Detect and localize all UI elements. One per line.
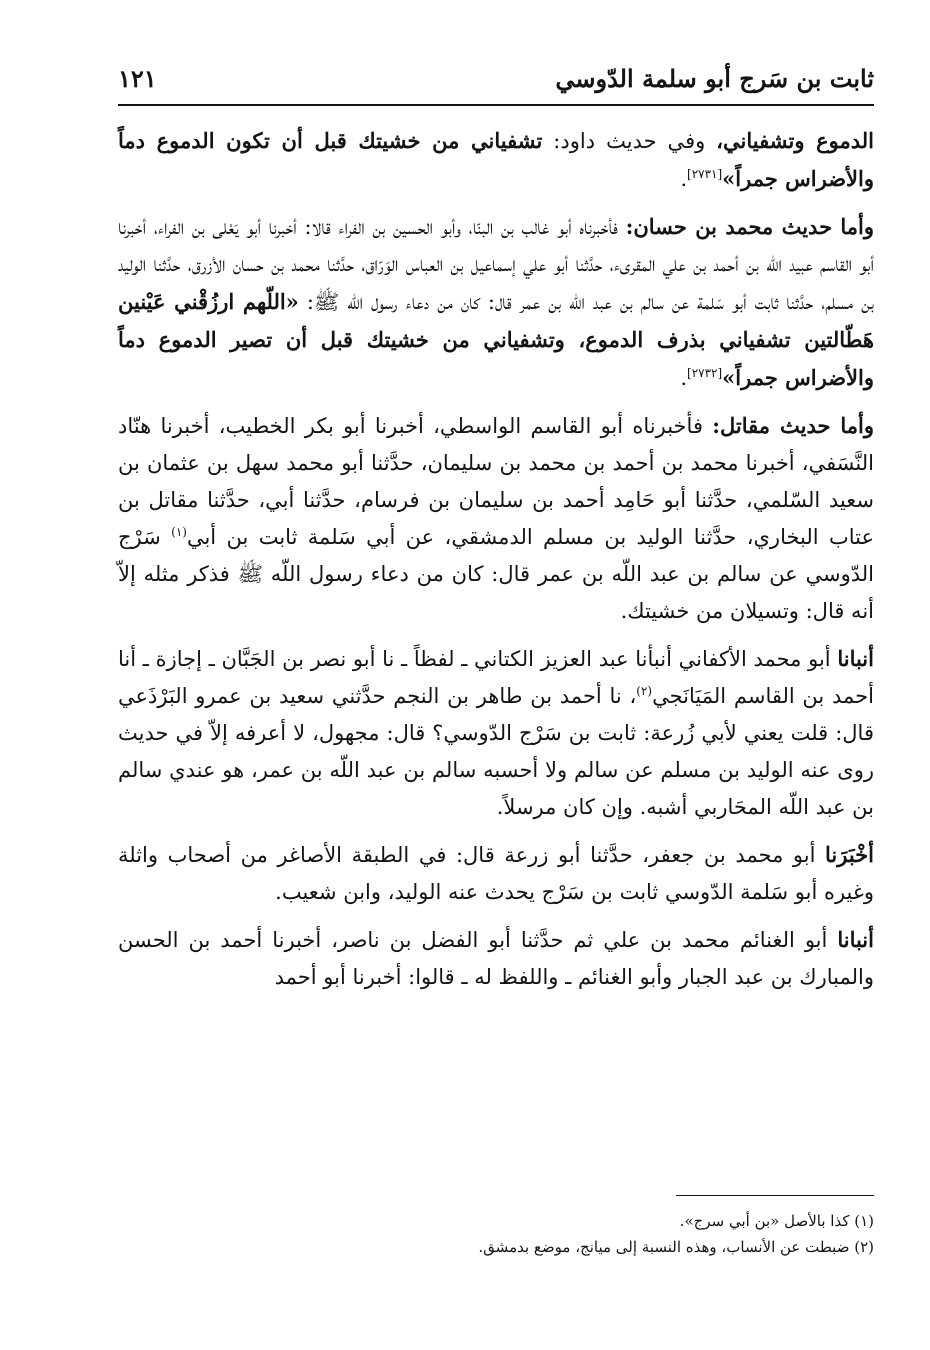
text-run: وفي حديث داود: [542, 129, 717, 153]
page-header [118, 62, 874, 94]
body-text [118, 122, 874, 1006]
reference-number: [٢٧٣٢] [687, 366, 723, 380]
text-run: أبو الغنائم محمد بن علي ثم حدَّثنا أبو الفضل بن ناصر، أخبرنا أحمد بن الحسن والمبارك بن عبد الجبار وأبو الغنائم ـ واللفظ له ـ قالوا: أخبرنا أبو أحمد [118, 928, 874, 989]
paragraph [118, 836, 874, 911]
bold-text: أنبانا [837, 646, 874, 671]
reference-number: [٢٧٣١] [687, 167, 723, 181]
header-rule [118, 104, 874, 106]
paragraph [118, 208, 874, 397]
text-run: أبو محمد بن جعفر، حدَّثنا أبو زرعة قال: في الطبقة الأصاغر من أصحاب واثلة وغيره أبو سَلمة الدّوسي ثابت بن سَرْج يحدث عنه الوليد، وابن شعيب. [118, 843, 874, 904]
page-number: ١٢١ [118, 63, 157, 93]
paragraph [118, 640, 874, 826]
running-title: ثابت بن سَرج أبو سلمة الدّوسي [555, 63, 874, 93]
text-run: سَرْج الدّوسي عن سالم بن عبد اللّه بن عمر قال: كان من دعاء رسول اللّه ﷺ فذكر مثله إلاّ أنه قال: وتسيلان من خشيتك. [118, 525, 874, 623]
text-run: ، نا أحمد بن طاهر بن النجم حدَّثني سعيد بن عمرو البَرْذَعي قال: قلت يعني لأبي زُرعة: ثابت بن سَرْج الدّوسي؟ قال: مجهول، لا أعرفه إلاّ في حديث روى عنه الوليد بن مسلم عن سالم ولا أحسبه سالم بن عبد اللّه بن عمر، هو عندي سالم بن عبد اللّه المحَاربي أشبه. وإن كان مرسلاً. [118, 684, 874, 819]
paragraph [118, 921, 874, 996]
footnote-2: (٢) ضبطت عن الأنساب، وهذه النسبة إلى ميانج، موضع بدمشق. [478, 1238, 874, 1256]
bold-text: أنبانا [837, 927, 874, 952]
text-run: أبو محمد الأكفاني أنبأنا عبد العزيز الكتاني ـ لفظاً ـ نا أبو نصر بن الجَبَّان ـ إجازة ـ أنا أحمد بن القاسم المَيَانَجي [118, 647, 874, 708]
paragraph [118, 122, 874, 198]
text-run: . [680, 167, 688, 191]
bold-text: الدموع وتشفياني، [716, 128, 875, 153]
text-run: . [680, 366, 688, 390]
text-run: فأخبرناه أبو القاسم الواسطي، أخبرنا أبو بكر الخطيب، أخبرنا هنّاد النَّسَفي، أخبرنا محمد بن أحمد بن محمد بن سليمان، حدَّثنا أبو محمد سهل بن عثمان بن سعيد السّلمي، حدَّثنا أبو حَامِد أحمد بن سليمان بن فرسام، حدَّثنا أبي، حدَّثنا مقاتل بن عتاب البخاري، حدَّثنا الوليد بن مسلم الدمشقي، عن أبي سَلمة ثابت بن أبي [118, 414, 874, 549]
footnote-rule [676, 1195, 874, 1196]
bold-text: وأما حديث مقاتل: [712, 413, 874, 438]
bold-text: وأما حديث محمد بن حسان: [625, 214, 874, 239]
text-run: فأخبرناه أبو غالب بن البنّا، وأبو الحسين بن الفراء قالا: أخبرنا أبو يَعْلى بن الفراء، أخبرنا أبو القاسم عبيد اللّه بن أحمد بن علي المقرىء، حدَّثنا أبو علي إسماعيل بن العباس الوَرّاق، حدَّثنا محمد بن حسان الأزرق، حدَّثنا الوليد بن مسلم، حدَّثنا ثابت أبو سَلمة عن سالم بن عبد اللّه بن عمر قال: كان من دعاء رسول اللّه ﷺ: [118, 215, 874, 314]
reference-number: (١) [171, 525, 187, 539]
paragraph [118, 407, 874, 630]
bold-text: تشفياني من خشيتك قبل أن تكون الدموع دماً والأضراس جمراً» [118, 128, 874, 191]
bold-text: أخْبَرَنا [825, 842, 874, 867]
footnote-1: (١) كذا بالأصل «بن أبي سرج». [679, 1212, 874, 1230]
bold-text: «اللّهم ارزُقْني عَيْنين هَطّالتين تشفياني بذرف الدموع، وتشفياني من خشيتك قبل أن تصير الدموع دماً والأضراس جمراً» [118, 289, 874, 390]
reference-number: (٢) [636, 684, 653, 698]
footnotes [118, 1208, 874, 1260]
